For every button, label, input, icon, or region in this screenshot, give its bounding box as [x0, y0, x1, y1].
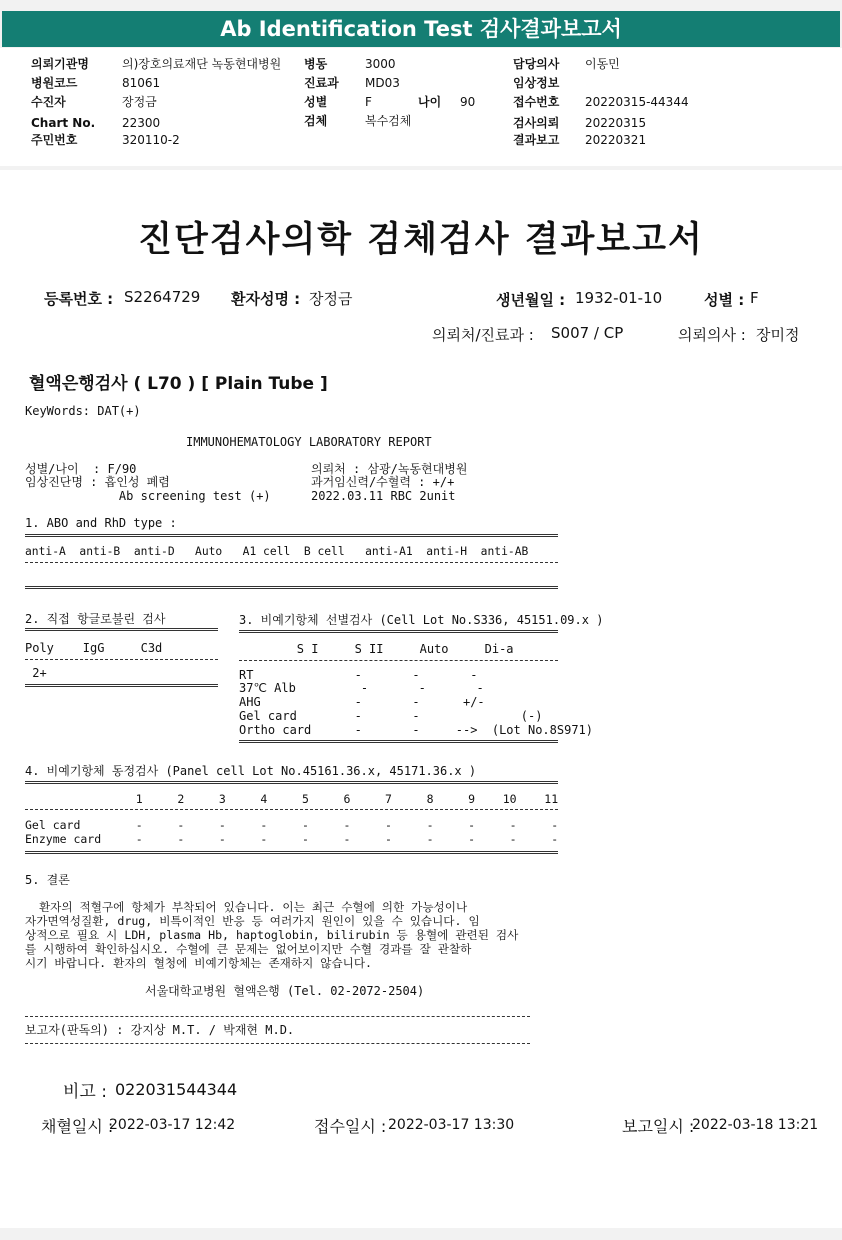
keywords: KeyWords: DAT(+) — [25, 404, 141, 418]
patient-name-value: 장정금 — [309, 290, 353, 308]
institution-label: 의뢰기관명 — [31, 57, 89, 71]
reg-no-value: S2264729 — [124, 288, 201, 306]
req-doctor-label: 의뢰의사 : — [678, 326, 746, 344]
conclusion-line-4: 를 시행하여 확인하십시오. 수혈에 큰 문제는 없어보이지만 수혈 경과를 잘 관찰하 — [25, 942, 472, 956]
sec2-rule-top — [25, 628, 218, 631]
request-date-label: 검사의뢰 — [513, 116, 560, 130]
id-no-value: 320110-2 — [122, 133, 180, 147]
conclusion-line-5: 시기 바랍니다. 환자의 혈청에 비예기항체는 존재하지 않습니다. — [25, 956, 373, 970]
test-name: 혈액은행검사 ( L70 ) [ Plain Tube ] — [29, 374, 328, 394]
specimen-value: 복수검체 — [365, 114, 412, 128]
sec4-rule-mid — [25, 809, 558, 810]
reporter-rule-top — [25, 1016, 530, 1017]
report-date-value: 20220321 — [585, 133, 647, 147]
receipt-no-value: 20220315-44344 — [585, 95, 689, 109]
dob-label: 생년월일 : — [496, 291, 566, 309]
sec4-row-gel: Gel card - - - - - - - - - - - — [25, 818, 559, 832]
chart-no-value: 22300 — [122, 116, 161, 130]
sex-value: F — [365, 95, 372, 109]
clinical-info-label: 임상정보 — [513, 76, 560, 90]
sec2-value: 2+ — [25, 666, 47, 680]
id-no-label: 주민번호 — [31, 133, 78, 147]
report-header-title: Ab Identification Test 검사결과보고서 — [2, 11, 840, 47]
sex-label: 성별 — [304, 95, 328, 109]
sec1-rule-mid — [25, 562, 558, 563]
sec2-headers: Poly IgG C3d — [25, 641, 163, 655]
sec3-row-ortho: Ortho card - - --> (Lot No.8S971) — [239, 723, 594, 737]
collect-label: 채혈일시 : — [41, 1117, 114, 1136]
patient-label: 수진자 — [31, 95, 66, 109]
chart-no-label: Chart No. — [31, 116, 96, 130]
hospital-contact: 서울대학교병원 혈액은행 (Tel. 02-2072-2504) — [145, 984, 425, 998]
institution-value: 의)장호의료재단 녹동현대병원 — [122, 57, 282, 71]
report-date-label: 결과보고 — [513, 133, 560, 147]
dob-value: 1932-01-10 — [575, 289, 663, 307]
sec3-rule-mid — [239, 660, 558, 661]
sec4-headers: 1 2 3 4 5 6 7 8 9 10 11 — [25, 792, 559, 806]
sec4-row-enzyme: Enzyme card - - - - - - - - - - - — [25, 832, 559, 846]
receive-value: 2022-03-17 13:30 — [388, 1117, 515, 1133]
receipt-no-label: 접수번호 — [513, 95, 560, 109]
patient-meta-panel — [0, 48, 842, 166]
sec2-rule-mid — [25, 659, 218, 660]
sec2-title: 2. 직접 항글로불린 검사 — [25, 612, 166, 626]
dept-value: MD03 — [365, 76, 400, 90]
info-sex-age: 성별/나이 : F/90 — [25, 462, 137, 476]
sec4-rule-bottom — [25, 851, 558, 854]
dept-label: 진료과 — [304, 76, 339, 90]
patient-value: 장정금 — [122, 95, 157, 109]
doctor-value: 이동민 — [585, 57, 620, 71]
sec3-rule-bottom — [239, 740, 558, 743]
sec3-row-37c: 37℃ Alb - - - — [239, 681, 484, 695]
ward-label: 병동 — [304, 57, 328, 71]
sex-label-report: 성별 : — [704, 291, 745, 309]
receive-label: 접수일시 : — [314, 1117, 387, 1136]
doctor-label: 담당의사 — [513, 57, 560, 71]
specimen-label: 검체 — [304, 114, 328, 128]
reporter-rule-bottom — [25, 1043, 530, 1044]
sec3-row-rt: RT - - - — [239, 668, 478, 682]
sec3-rule-top — [239, 630, 558, 633]
sex-value-report: F — [750, 289, 759, 307]
note-value: 022031544344 — [115, 1080, 238, 1099]
lab-report-title: IMMUNOHEMATOLOGY LABORATORY REPORT — [186, 435, 432, 449]
info-requester: 의뢰처 : 삼광/녹동현대병원 — [311, 462, 468, 476]
conclusion-line-1: 환자의 적혈구에 항체가 부착되어 있습니다. 이는 최근 수혈에 의한 가능성이나 — [25, 900, 468, 914]
req-doctor-value: 장미정 — [756, 326, 800, 344]
sec3-row-gel: Gel card - - (-) — [239, 709, 543, 723]
reg-no-label: 등록번호 : — [44, 290, 114, 308]
sec3-title: 3. 비예기항체 선별검사 (Cell Lot No.S336, 45151.09.x ) — [239, 613, 604, 627]
hospital-code-value: 81061 — [122, 76, 161, 90]
sec1-headers: anti-A anti-B anti-D Auto A1 cell B cell anti-A1 anti-H anti-AB — [25, 545, 529, 558]
conclusion-line-3: 상적으로 필요 시 LDH, plasma Hb, haptoglobin, bilirubin 등 용혈에 관련된 검사 — [25, 928, 519, 942]
info-screening: Ab screening test (+) — [25, 489, 271, 503]
ward-value: 3000 — [365, 57, 396, 71]
collect-value: 2022-03-17 12:42 — [109, 1117, 236, 1133]
sec3-headers: S I S II Auto Di-a — [239, 642, 514, 656]
sec4-title: 4. 비예기항체 동정검사 (Panel cell Lot No.45161.36.x, 45171.36.x ) — [25, 764, 477, 778]
info-history: 과거임신력/수혈력 : +/+ — [311, 475, 455, 489]
requester-label: 의뢰처/진료과 : — [432, 326, 534, 344]
sec1-title: 1. ABO and RhD type : — [25, 516, 177, 530]
sec5-title: 5. 결론 — [25, 873, 70, 887]
request-date-value: 20220315 — [585, 116, 647, 130]
report-time-value: 2022-03-18 13:21 — [692, 1117, 819, 1133]
sec3-row-ahg: AHG - - +/- — [239, 695, 485, 709]
scanned-report-page — [0, 170, 842, 1228]
sec4-rule-top — [25, 781, 558, 784]
info-diagnosis: 임상진단명 : 흡인성 폐렴 — [25, 475, 170, 489]
age-label: 나이 — [418, 95, 442, 109]
age-value: 90 — [460, 95, 476, 109]
sec1-rule-bottom — [25, 586, 558, 589]
hospital-code-label: 병원코드 — [31, 76, 78, 90]
requester-value: S007 / CP — [551, 324, 624, 342]
sec2-rule-bottom — [25, 684, 218, 687]
info-transfusion: 2022.03.11 RBC 2unit — [311, 489, 456, 503]
reporter: 보고자(판독의) : 강지상 M.T. / 박재현 M.D. — [25, 1023, 295, 1037]
patient-name-label: 환자성명 : — [231, 290, 301, 308]
conclusion-line-2: 자가면역성질환, drug, 비특이적인 반응 등 여러가지 원인이 있을 수 있습니다. 임 — [25, 914, 480, 928]
sec1-rule-top — [25, 534, 558, 537]
note-label: 비고 : — [63, 1082, 107, 1102]
report-main-title: 진단검사의학 검체검사 결과보고서 — [138, 220, 704, 260]
report-time-label: 보고일시 : — [622, 1117, 695, 1136]
